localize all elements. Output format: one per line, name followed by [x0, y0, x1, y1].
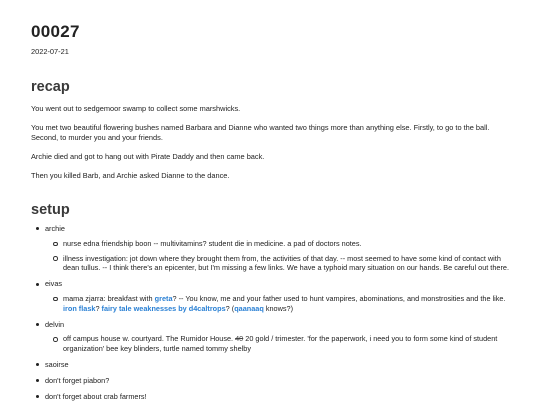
recap-paragraph-1: You went out to sedgemoor swamp to collect some marshwicks. [31, 104, 241, 113]
eivas-text-2: ? -- You know, me and your father used to hunt vampires, abominations, and monstrosities and the like. [172, 293, 506, 303]
session-date: 2022-07-21 [31, 47, 69, 56]
eivas-text-1: mama zjarra: breakfast with [63, 293, 155, 303]
list-item-saoirse: saoirse [31, 360, 515, 370]
list-item-piabon: don't forget piabon? [31, 376, 515, 386]
recap-heading: recap [31, 79, 70, 95]
list-item-archie [31, 224, 515, 273]
recap-paragraph-3: Archie died and got to hang out with Pirate Daddy and then came back. [31, 152, 265, 161]
recap-paragraph-4: Then you killed Barb, and Archie asked Dianne to the dance. [31, 171, 230, 180]
setup-heading: setup [31, 202, 70, 218]
archie-label: archie [45, 224, 65, 233]
delvin-sublist [45, 334, 515, 354]
setup-list [31, 224, 515, 407]
iron-flask-link[interactable]: iron flask [63, 303, 96, 313]
eivas-label: eivas [45, 279, 63, 289]
archie-note-1: nurse edna friendship boon -- multivitamins? student die in medicine. a pad of doctors notes. [45, 239, 515, 249]
list-item-delvin [31, 320, 515, 354]
delvin-label: delvin [45, 319, 65, 329]
list-item-eivas [31, 279, 515, 313]
eivas-sublist [45, 294, 515, 314]
eivas-text-5: knows?) [263, 303, 293, 313]
delvin-note [45, 334, 515, 354]
recap-paragraph-2: You met two beautiful flowering bushes named Barbara and Dianne who wanted two things more than anything else. Firstly, to go to the ball. Second, to murder you and your friends. [31, 123, 490, 142]
eivas-text-4: ? ( [225, 303, 235, 313]
page-title: 00027 [31, 22, 80, 41]
delvin-text-2: 20 gold / trimester. 'for the paperwork, i need you to form some kind of student organization' bee key blinders, turtle named tommy shelby [63, 334, 498, 354]
delvin-text-1: off campus house w. courtyard. The Rumidor House. [63, 334, 236, 344]
struck-price: 40 [235, 334, 244, 344]
list-item-crab-farmers: don't forget about crab farmers! [31, 392, 515, 402]
archie-note-2: illness investigation: jot down where they brought them from, the activities of that day. -- most seemed to have some kind of contact with dean tullus. -- I think there's an epicenter, but I'm missing a few links. We have a typhoid mary situation on our hands. Be careful out there. [45, 254, 515, 274]
eivas-text-3: ? [95, 303, 102, 313]
fairy-tale-weaknesses-link[interactable]: fairy tale weaknesses by d4caltrops [101, 303, 226, 313]
archie-sublist [45, 239, 515, 273]
eivas-note [45, 294, 515, 314]
greta-link[interactable]: greta [154, 293, 173, 303]
qaanaaq-link[interactable]: qaanaaq [234, 303, 264, 313]
